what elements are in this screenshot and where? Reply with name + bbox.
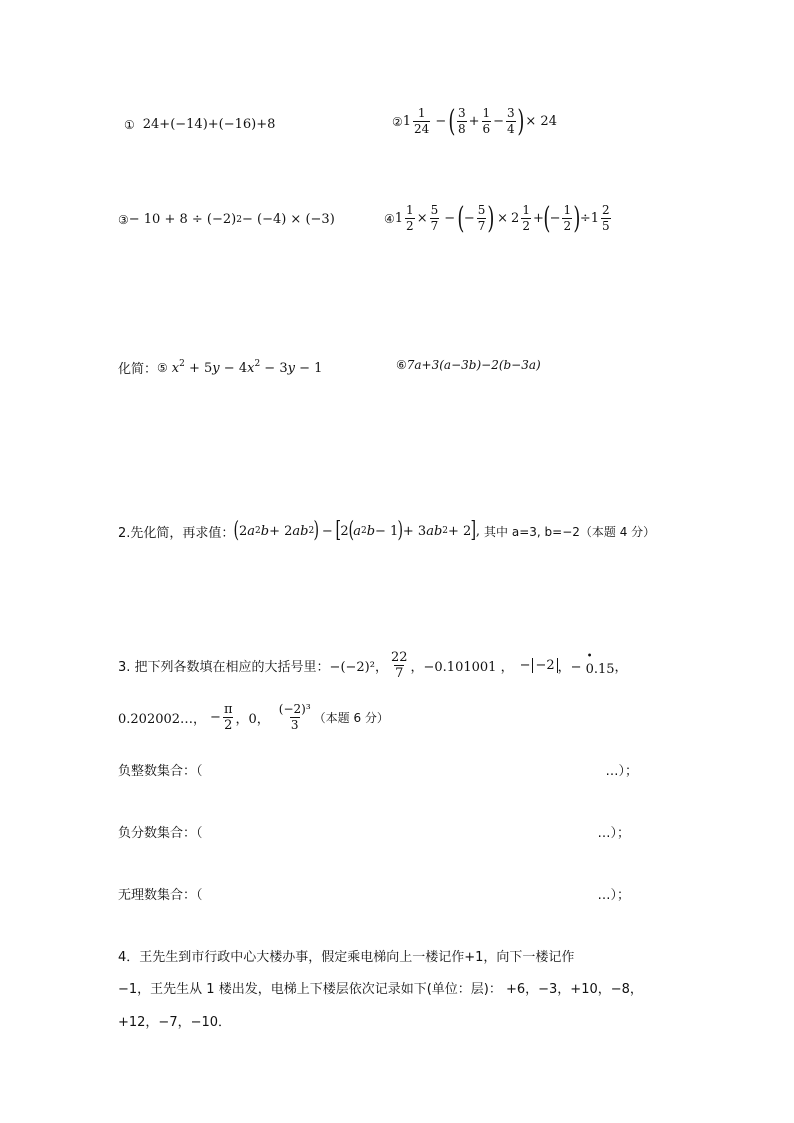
fraction: $\frac{22}{7}$	[390, 650, 408, 681]
fraction: $\frac{\text{(−2)³}}{3}$	[278, 702, 311, 732]
problem-1	[124, 117, 275, 132]
problem-1-expression: 24+(−14)+(−16)+8	[142, 117, 276, 132]
question-4-line-3: +12，−7，−10．	[118, 1015, 232, 1030]
fraction: $\frac{\pi}{2}$	[223, 702, 233, 733]
negative-fraction-set: 负分数集合：（ …）；	[118, 826, 630, 841]
problem-5-marker: ⑤	[157, 360, 168, 375]
question-2-label: 2.先化简，再求值：	[118, 525, 235, 541]
question-2-expression: ( 2 a 2 b + 2 ab 2 ) − [ 2 ( a 2 b − 1 ) + 3 ab 2 + 2 ] ,	[233, 518, 481, 543]
question-4-line-1: 4．王先生到市行政中心大楼办事，假定乘电梯向上一楼记作+1，向下一楼记作	[118, 950, 575, 965]
problem-6-expression: 7a+3(a−3b)−2(b−3a)	[406, 358, 541, 372]
simplify-row	[118, 358, 322, 377]
repeating-decimal: • 0.15	[586, 662, 615, 677]
problem-1-marker: ①	[124, 117, 135, 132]
fraction: $\frac{2}{5}$	[602, 203, 610, 233]
fraction: $\frac{5}{7}$	[477, 203, 486, 233]
problem-4: ④ 1 $\frac{1}{2}$ × $\frac{5}{7}$ − ( − $\frac{5}{7}$ ) × 2 $\frac{1}{2}$ + ( − $\frac{1}{2}$ ) ÷ 1 $\frac{2}{5}$	[384, 200, 610, 236]
fraction: $\frac{3}{4}$	[507, 106, 515, 136]
question-2-suffix: 其中 a=3, b=−2（本题 4 分）	[484, 524, 656, 539]
fraction: $\frac{1}{6}$	[482, 106, 491, 136]
fraction: $\frac{1}{2}$	[406, 203, 414, 233]
absolute-value: −2	[532, 658, 557, 673]
fraction: $\frac{1}{2}$	[522, 203, 530, 233]
fraction: $\frac{3}{8}$	[457, 106, 466, 136]
problem-3: ③ − 10 + 8 ÷ (−2) 2 − (−4) × (−3)	[118, 212, 335, 227]
problem-2: ② 1 $\frac{1}{24}$ − ( $\frac{3}{8}$ + $\frac{1}{6}$ − $\frac{3}{4}$ ) × 24	[392, 103, 557, 139]
irrational-set: 无理数集合：（ …）；	[118, 888, 630, 903]
question-3-line-2: 0.202002…， − $\frac{\pi}{2}$ ，0， $\frac{\text{(−2)³}}{3}$ （本题 6 分）	[118, 702, 389, 733]
problem-4-marker: ④	[384, 211, 395, 226]
fraction: $\frac{1}{2}$	[563, 203, 572, 233]
question-3-label: 3. 把下列各数填在相应的大括号里：	[118, 660, 330, 675]
problem-2-marker: ②	[392, 114, 403, 129]
problem-6-marker: ⑥	[396, 358, 407, 372]
problem-6	[396, 358, 541, 372]
simplify-label: 化简：	[118, 362, 158, 377]
fraction: $\frac{5}{7}$	[430, 203, 439, 233]
negative-integer-set: 负整数集合：（ …）；	[118, 764, 638, 779]
question-4-line-2: −1，王先生从 1 楼出发，电梯上下楼层依次记录如下(单位：层)： +6，−3，+10，−8，	[118, 982, 643, 997]
fraction: $\frac{1}{24}$	[414, 106, 430, 136]
question-2	[118, 520, 655, 542]
problem-3-marker: ③	[118, 212, 129, 227]
problem-5-expression: $x^2 + 5y - 4x^2 - 3y - 1$	[171, 359, 323, 376]
question-3-line-1: 3. 把下列各数填在相应的大括号里： −(−2)²， $\frac{22}{7}$ ，−0.101001 ， − −2 ，− • 0.15 ，	[118, 650, 628, 681]
